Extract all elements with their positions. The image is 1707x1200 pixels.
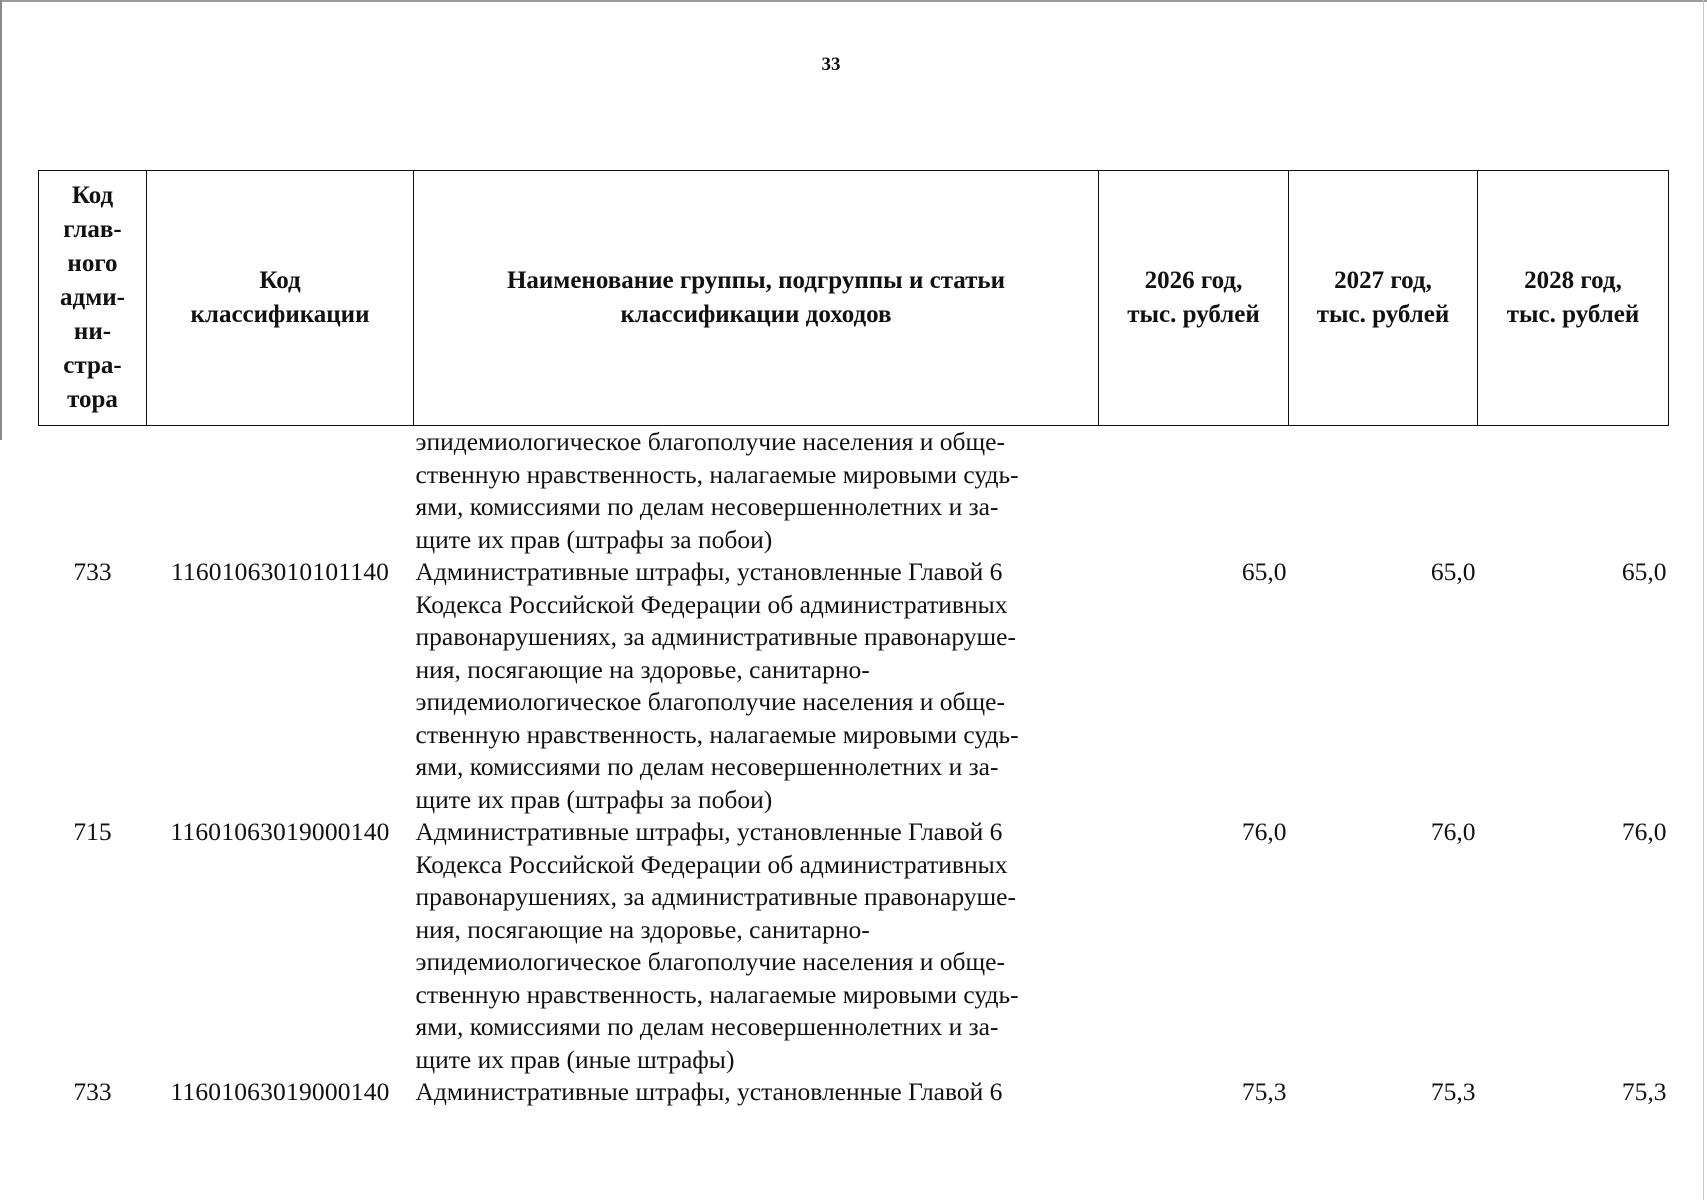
value-2027-cell: 75,3 [1430,1077,1476,1106]
value-2028-cell: 75,3 [1621,1077,1667,1106]
revenue-table-sheet [38,170,1668,1109]
revenue-table [38,170,1669,1109]
classification-code-cell: 11601063019000140 [170,1077,390,1106]
value-2027-cell: 76,0 [1430,817,1476,846]
value-2026-cell: 76,0 [1241,817,1287,846]
value-2028-cell: 65,0 [1621,557,1667,586]
header-classification-code: Код классификации [147,171,414,426]
name-cell: Административные штрафы, установленные Главой 6 Кодекса Российской Федерации об административных правонарушениях, за административные правонаруше- ния, посягающие на здоровье, санитарно- эпидемиологическое благополучие населения и обще- ственную нравственность, налагаемые мировыми судь- ями, комиссиями по делам несовершеннолетних и за- щите их прав (иные штрафы) [415,817,1019,1074]
continuation-text: эпидемиологическое благополучие населения и обще- ственную нравственность, налагаемые мировыми судь- ями, комиссиями по делам несовершеннолетних и за- щите их прав (штрафы за побои) [415,427,1019,554]
table-row-continuation [39,426,1669,557]
header-year-2028: 2028 год, тыс. рублей [1478,171,1669,426]
admin-code-cell: 733 [73,1077,112,1106]
value-2027-cell: 65,0 [1430,557,1476,586]
classification-code-cell: 11601063010101140 [170,557,390,586]
scan-edge-right [1703,0,1704,1200]
table-header-row [39,171,1669,426]
page-number: 33 [821,54,841,75]
header-year-2027: 2027 год, тыс. рублей [1289,171,1478,426]
admin-code-cell: 715 [73,817,112,846]
header-admin-code: Код глав- ного адми- ни- стра- тора [39,171,147,426]
value-2026-cell: 65,0 [1241,557,1287,586]
table-row [39,556,1669,816]
scan-edge-top [0,0,1707,2]
classification-code-cell: 11601063019000140 [170,817,390,846]
table-row [39,1076,1669,1109]
admin-code-cell: 733 [73,557,112,586]
name-cell: Административные штрафы, установленные Главой 6 [415,1077,1003,1106]
value-2026-cell: 75,3 [1241,1077,1287,1106]
value-2028-cell: 76,0 [1621,817,1667,846]
table-row [39,816,1669,1076]
name-cell: Административные штрафы, установленные Главой 6 Кодекса Российской Федерации об административных правонарушениях, за административные правонаруше- ния, посягающие на здоровье, санитарно- эпидемиологическое благополучие населения и обще- ственную нравственность, налагаемые мировыми судь- ями, комиссиями по делам несовершеннолетних и за- щите их прав (штрафы за побои) [415,557,1019,814]
header-year-2026: 2026 год, тыс. рублей [1099,171,1289,426]
header-name: Наименование группы, подгруппы и статьи классификации доходов [414,171,1099,426]
